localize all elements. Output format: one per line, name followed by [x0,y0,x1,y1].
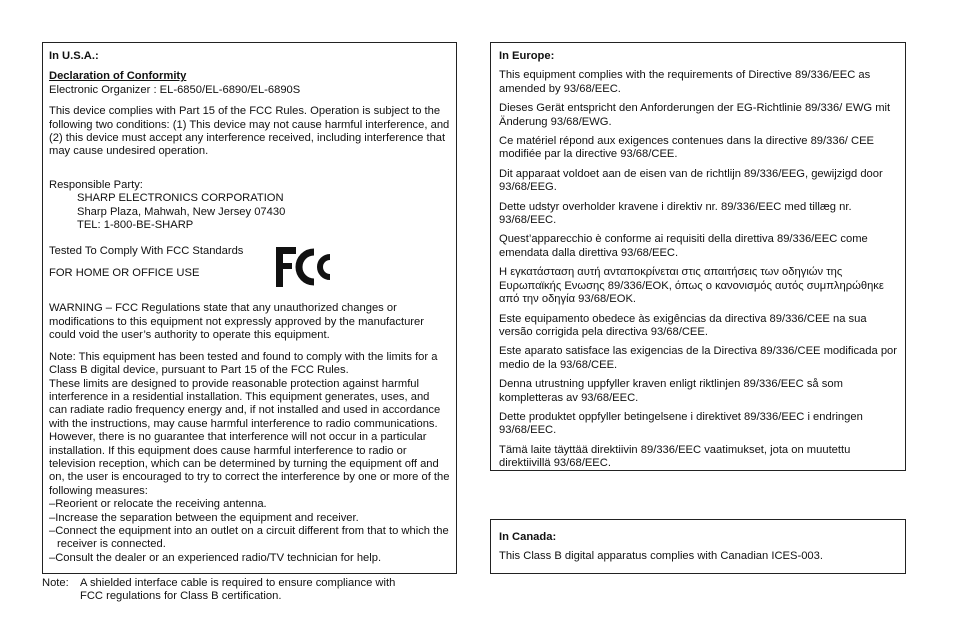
measure-item: –Connect the equipment into an outlet on a circuit different from that to which the receiver is connected. [49,524,449,551]
europe-compliance-box [490,42,906,471]
limits-paragraph: These limits are designed to provide reasonable protection against harmful interference in a residential installation. This equipment generates, uses, and can radiate radio frequency energy and, if not installed and used in accordance with the instructions, may cause harmful interference to radio communications. [49,377,441,430]
fcc-part15-paragraph: This device complies with Part 15 of the FCC Rules. Operation is subject to the following two conditions: (1) This device may not cause harmful interference, and (2) this device must accept any interference received, including interference that may cause undesired operation. [49,105,450,158]
warning-paragraph: WARNING – FCC Regulations state that any unauthorized changes or modifications to this equipment not expressly approved by the manufacturer could void the user’s authority to operate this equipment. [49,302,424,342]
europe-item: This equipment complies with the requirements of Directive 89/336/EEC as amended by 93/68/EEC. [499,69,871,95]
measure-item: –Increase the separation between the equipment and receiver. [49,511,359,524]
note-paragraph: Note: This equipment has been tested and found to comply with the limits for a Class B digital device, pursuant to Part 15 of the FCC Rules. [49,350,438,377]
responsible-line: Sharp Plaza, Mahwah, New Jersey 07430 [77,205,286,218]
usa-compliance-box [42,42,457,574]
europe-item: Denna utrustning uppfyller kraven enligt riktlinjen 89/336/EEC så som kompletteras av 93/68/EEC. [499,378,843,404]
organizer-models: Electronic Organizer : EL-6850/EL-6890/EL-6890S [49,83,301,96]
europe-item: Η εγκατάσταση αυτή ανταποκρίνεται στις απαιτήσεις των οδηγιών της Ευρωπαϊκής Ενωσης 89/336/ΕΟΚ, όπως ο κανονισμός αυτός συμπληρώθηκε από την οδηγία 93/68/ΕΟΚ. [499,266,884,306]
europe-heading: In Europe: [499,50,555,62]
shielded-cable-note [42,577,462,604]
responsible-party-address [49,192,450,232]
note-label: Note: [42,577,69,589]
europe-item: Dit apparaat voldoet aan de eisen van de richtlijn 89/336/EEG, gewijzigd door 93/68/EEG. [499,167,883,194]
home-office-text: FOR HOME OR OFFICE USE [49,266,200,279]
fcc-logo-icon [274,245,336,289]
tested-text: Tested To Comply With FCC Standards [49,245,244,258]
note-line: FCC regulations for Class B certification. [80,590,282,603]
responsible-line: TEL: 1-800-BE-SHARP [77,219,194,232]
declaration-title: Declaration of Conformity [49,70,187,83]
responsible-line: SHARP ELECTRONICS CORPORATION [77,192,284,205]
europe-item: Este equipamento obedece às exigências da directiva 89/336/CEE na sua versão corrigida pela directiva 93/68/CEE. [499,312,867,338]
canada-heading: In Canada: [499,531,557,543]
however-paragraph: However, there is no guarantee that interference will not occur in a particular installation. If this equipment does cause harmful interference to radio or television reception, which can be determined by turning the equipment off and on, the user is encouraged to try to correct the interference by one or more of the following measures: [49,431,450,497]
europe-item: Quest’apparecchio è conforme ai requisiti della direttiva 89/336/EEC come emendata dalla direttiva 93/68/EEC. [499,233,868,259]
measure-item: –Reorient or relocate the receiving antenna. [49,498,267,511]
responsible-party-label: Responsible Party: [49,178,143,191]
measure-item: –Consult the dealer or an experienced radio/TV technician for help. [49,551,382,564]
usa-heading: In U.S.A.: [49,50,99,62]
note-line: A shielded interface cable is required to ensure compliance with [80,577,396,589]
europe-item: Tämä laite täyttää direktiivin 89/336/EEC vaatimukset, jota on muutettu direktiivillä 93/68/EEC. [499,443,851,470]
europe-item: Dette produktet oppfyller betingelsene i direktivet 89/336/EEC i endringen 93/68/EEC. [499,410,863,437]
europe-item: Este aparato satisface las exigencias de la Directiva 89/336/CEE modificada por medio de la 93/68/CEE. [499,345,897,371]
europe-item: Dieses Gerät entspricht den Anforderungen der EG-Richtlinie 89/336/ EWG mit Änderung 93/68/EWG. [499,102,891,128]
canada-compliance-box [490,519,906,574]
europe-item: Dette udstyr overholder kravene i direktiv nr. 89/336/EEC med tillæg nr. 93/68/EEC. [499,200,852,227]
canada-text: This Class B digital apparatus complies with Canadian ICES-003. [499,550,823,563]
fcc-standards-row [49,245,450,293]
measures-list [49,498,450,565]
europe-item: Ce matériel répond aux exigences contenues dans la directive 89/336/ CEE modifiée par la directive 93/68/CEE. [499,135,875,161]
